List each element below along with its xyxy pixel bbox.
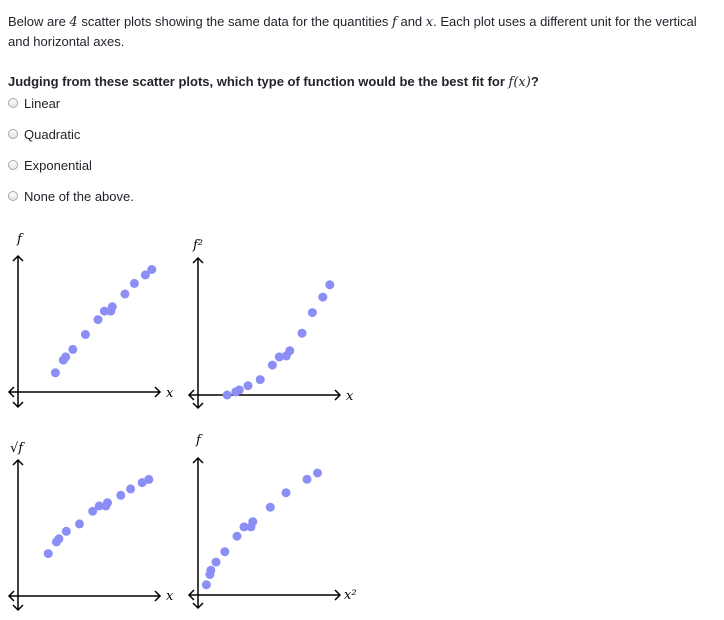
intro-and: and xyxy=(396,14,426,29)
data-point xyxy=(325,280,334,289)
scatter-plot-sqrt-f-vs-x xyxy=(9,441,174,610)
data-points xyxy=(51,265,156,377)
data-point xyxy=(223,391,232,400)
question-suffix: ? xyxy=(530,74,539,89)
choice-label: Exponential xyxy=(24,158,92,173)
data-point xyxy=(248,517,257,526)
data-point xyxy=(116,491,125,500)
data-point xyxy=(147,265,156,274)
data-point xyxy=(285,346,294,355)
data-point xyxy=(298,329,307,338)
x-axis-label: x² xyxy=(344,588,357,603)
math-four: 4 xyxy=(69,15,78,30)
data-point xyxy=(126,484,135,493)
data-point xyxy=(233,532,242,541)
data-point xyxy=(212,558,221,567)
question-prefix: Judging from these scatter plots, which type of function would be the best fit for xyxy=(8,74,509,89)
data-point xyxy=(256,375,265,384)
intro-part-1: Below are xyxy=(8,14,70,29)
data-point xyxy=(120,290,129,299)
data-points xyxy=(202,469,322,590)
data-point xyxy=(308,308,317,317)
x-axis-label: x xyxy=(346,389,354,404)
x-axis-label: x xyxy=(166,386,174,401)
data-point xyxy=(220,547,229,556)
y-axis-label: f xyxy=(17,232,22,247)
data-point xyxy=(51,368,60,377)
data-point xyxy=(303,475,312,484)
intro-part-3: . Each plot uses a different unit for the vertical and horizontal axes. xyxy=(8,14,697,49)
data-point xyxy=(44,549,53,558)
data-points xyxy=(44,475,154,558)
data-point xyxy=(206,566,215,575)
data-point xyxy=(108,302,117,311)
data-point xyxy=(94,315,103,324)
choice-label: Quadratic xyxy=(24,127,81,142)
data-point xyxy=(202,580,211,589)
question-expr: f(x) xyxy=(508,75,531,90)
x-axis-label: x xyxy=(166,589,174,604)
data-point xyxy=(313,469,322,478)
data-point xyxy=(62,527,71,536)
data-point xyxy=(282,488,291,497)
choice-label: None of the above. xyxy=(24,189,134,204)
math-var-f: f xyxy=(392,15,397,30)
scatter-plot-f-vs-x xyxy=(9,232,174,407)
choice-label: Linear xyxy=(24,96,61,111)
data-point xyxy=(75,519,84,528)
data-point xyxy=(318,293,327,302)
data-point xyxy=(268,361,277,370)
data-point xyxy=(235,385,244,394)
data-point xyxy=(68,345,77,354)
data-point xyxy=(81,330,90,339)
data-points xyxy=(223,280,335,399)
intro-part-2: scatter plots showing the same data for the quantities xyxy=(77,14,393,29)
data-point xyxy=(144,475,153,484)
y-axis-label: f xyxy=(196,433,201,448)
scatter-plot-f-squared-vs-x xyxy=(189,238,354,408)
y-axis-label: f² xyxy=(193,238,204,253)
data-point xyxy=(244,381,253,390)
scatter-plot-f-vs-x-squared xyxy=(189,433,357,608)
y-axis-label: √f xyxy=(10,441,24,456)
math-var-x: x xyxy=(425,15,434,30)
data-point xyxy=(266,503,275,512)
data-point xyxy=(103,498,112,507)
data-point xyxy=(61,352,70,361)
data-point xyxy=(54,534,63,543)
data-point xyxy=(130,279,139,288)
